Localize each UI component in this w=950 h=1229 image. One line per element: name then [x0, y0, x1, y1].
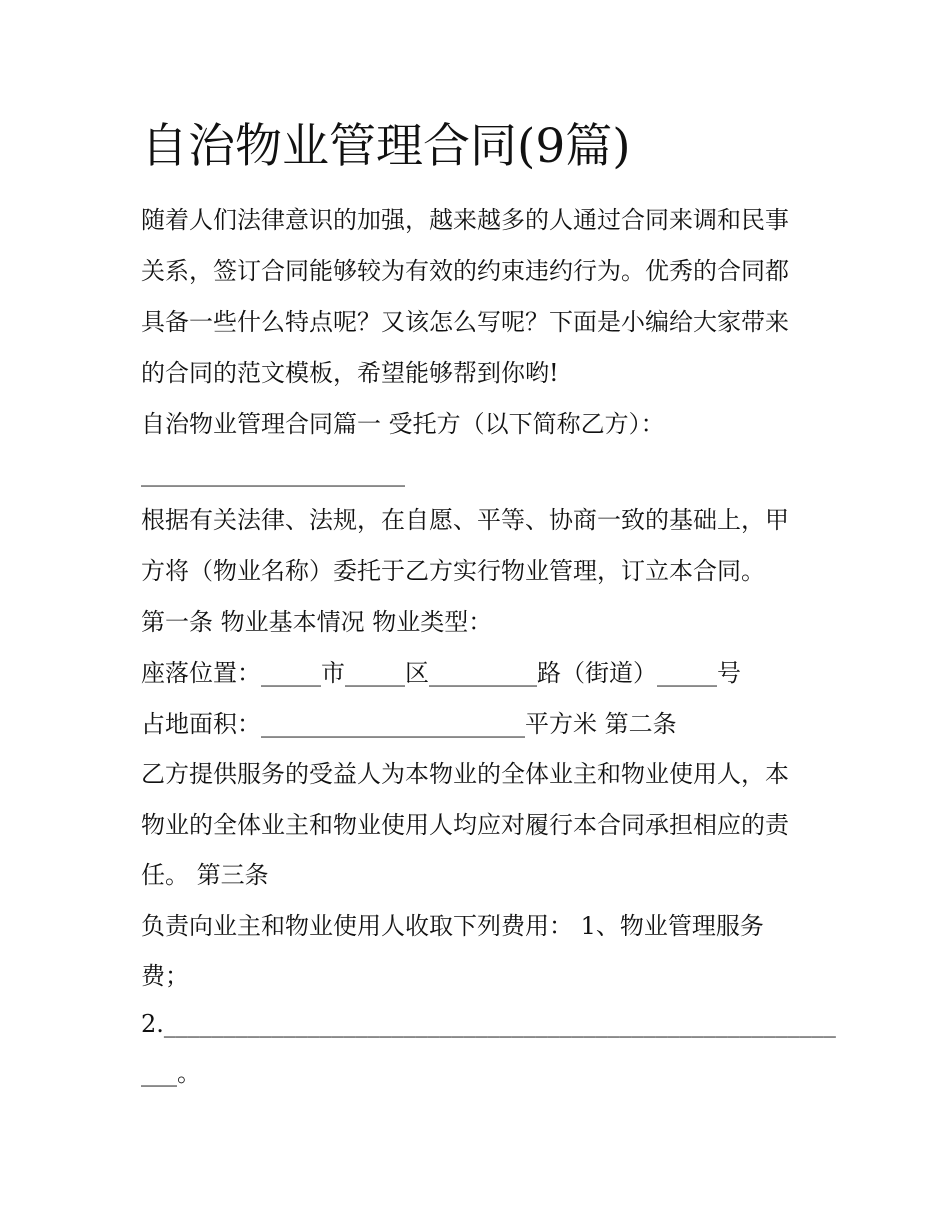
body-line-6-blank: ______________________	[141, 459, 405, 487]
body-line-4: 的合同的范文模板，希望能够帮到你哟!	[141, 359, 559, 387]
body-line-14: 任。 第三条	[141, 861, 269, 889]
body-line-3: 具备一些什么特点呢？又该怎么写呢？下面是小编给大家带来	[141, 308, 789, 336]
body-line-13: 物业的全体业主和物业使用人均应对履行本合同承担相应的责	[141, 811, 789, 839]
body-line-7: 根据有关法律、法规，在自愿、平等、协商一致的基础上，甲	[141, 506, 789, 534]
body-line-1: 随着人们法律意识的加强，越来越多的人通过合同来调和民事	[141, 206, 789, 234]
document-title: 自治物业管理合同(9篇)	[141, 119, 631, 174]
body-line-2: 关系，签订合同能够较为有效的约束违约行为。优秀的合同都	[141, 257, 789, 285]
body-line-12: 乙方提供服务的受益人为本物业的全体业主和物业使用人，本	[141, 760, 789, 788]
body-line-11: 占地面积：______________________平方米 第二条	[141, 710, 677, 738]
body-line-15: 负责向业主和物业使用人收取下列费用： 1、物业管理服务	[141, 912, 764, 940]
body-line-17: 2.________________________________________________________	[141, 1010, 836, 1038]
body-line-8: 方将（物业名称）委托于乙方实行物业管理，订立本合同。	[141, 557, 765, 585]
body-line-5: 自治物业管理合同篇一 受托方（以下简称乙方）：	[141, 410, 665, 438]
body-line-16: 费；	[141, 962, 189, 990]
body-line-10: 座落位置：_____市_____区_________路（街道）_____号	[141, 659, 741, 687]
body-line-18: ___。	[141, 1059, 201, 1087]
body-line-9: 第一条 物业基本情况 物业类型：	[141, 608, 493, 636]
